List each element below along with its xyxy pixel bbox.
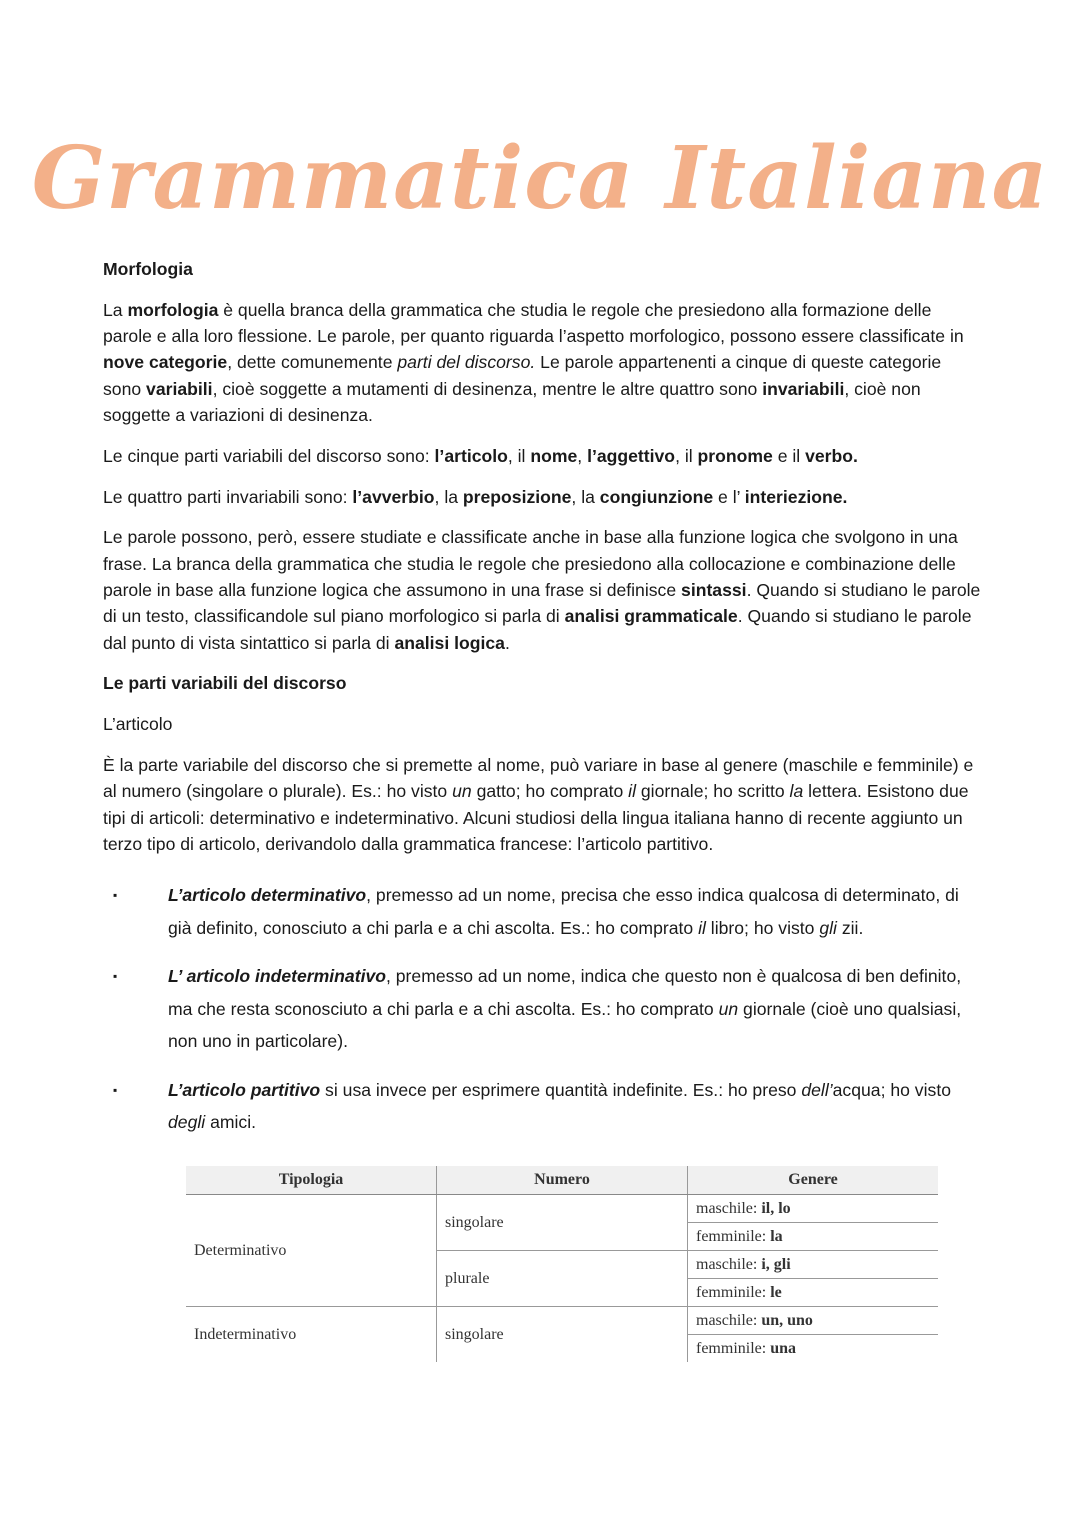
table-cell: maschile: il, lo [688, 1195, 939, 1223]
table-cell: singolare [437, 1307, 688, 1363]
article-types-list [103, 879, 983, 1139]
paragraph-morfologia: La morfologia è quella branca della grammatica che studia le regole che presiedono alla formazione delle parole e alla loro flessione. Le parole, per quanto riguarda l’aspetto morfologico, possono essere classificate in nove categorie, dette comunemente parti del discorso. Le parole appartenenti a cinque di queste categorie sono variabili, cioè soggette a mutamenti di desinenza, mentre le altre quattro sono invariabili, cioè non soggette a variazioni di desinenza. [103, 299, 964, 425]
table-header: Numero [437, 1166, 688, 1195]
bullet-icon: ▪ [113, 888, 118, 903]
list-item: ▪ L’articolo determinativo, premesso ad un nome, precisa che esso indica qualcosa di determinato, di già definito, conosciuto a chi parla e a chi ascolta. Es.: ho comprato il libro; ho visto gli zii. [103, 879, 983, 944]
page-title: Grammatica Italiana [31, 128, 1049, 229]
paragraph-sintassi: Le parole possono, però, essere studiate e classificate anche in base alla funzione logica che svolgono in una frase. La branca della grammatica che studia le regole che presiedono alla collocazione e combinazione delle parole in base alla funzione logica che assumono in una frase si definisce sintassi. Quando si studiano le parole di un testo, classificandole sul piano morfologico si parla di analisi grammaticale. Quando si studiano le parole dal punto di vista sintattico si parla di analisi logica. [103, 527, 981, 653]
table-cell: singolare [437, 1195, 688, 1251]
section-heading-parti-variabili: Le parti variabili del discorso [103, 673, 347, 694]
table-cell: plurale [437, 1251, 688, 1307]
articles-table [186, 1166, 938, 1362]
subheading-articolo: L’articolo [103, 714, 173, 735]
section-heading-morfologia: Morfologia [103, 259, 193, 279]
document-body [103, 256, 983, 1155]
paragraph-parti-invariabili: Le quattro parti invariabili sono: l’avverbio, la preposizione, la congiunzione e l’ interiezione. [103, 486, 848, 507]
table-cell: maschile: i, gli [688, 1251, 939, 1279]
bullet-icon: ▪ [113, 969, 118, 984]
bullet-icon: ▪ [113, 1082, 118, 1097]
paragraph-parti-variabili: Le cinque parti variabili del discorso sono: l’articolo, il nome, l’aggettivo, il pronome e il verbo. [103, 445, 858, 466]
table-header: Tipologia [186, 1166, 437, 1195]
table-cell: Determinativo [186, 1195, 437, 1307]
table-cell: femminile: le [688, 1279, 939, 1307]
list-item: ▪ L’articolo partitivo si usa invece per esprimere quantità indefinite. Es.: ho preso dell’acqua; ho visto degli amici. [103, 1074, 983, 1139]
table-cell: femminile: una [688, 1335, 939, 1363]
table-cell: Indeterminativo [194, 1325, 297, 1343]
table-header: Genere [688, 1166, 939, 1195]
table-cell: maschile: un, uno [688, 1307, 939, 1335]
table-cell: femminile: la [688, 1223, 939, 1251]
paragraph-articolo: È la parte variabile del discorso che si premette al nome, può variare in base al genere (maschile e femminile) e al numero (singolare o plurale). Es.: ho visto un gatto; ho comprato il giornale; ho scritto la lettera. Esistono due tipi di articoli: determinativo e indeterminativo. Alcuni studiosi della lingua italiana hanno di recente aggiunto un terzo tipo di articolo, derivandolo dalla grammatica francese: l’articolo partitivo. [103, 754, 974, 854]
list-item: ▪ L’ articolo indeterminativo, premesso ad un nome, indica che questo non è qualcosa di ben definito, ma che resta sconosciuto a chi parla e a chi ascolta. Es.: ho comprato un giornale (cioè uno qualsiasi, non uno in particolare). [103, 960, 983, 1058]
